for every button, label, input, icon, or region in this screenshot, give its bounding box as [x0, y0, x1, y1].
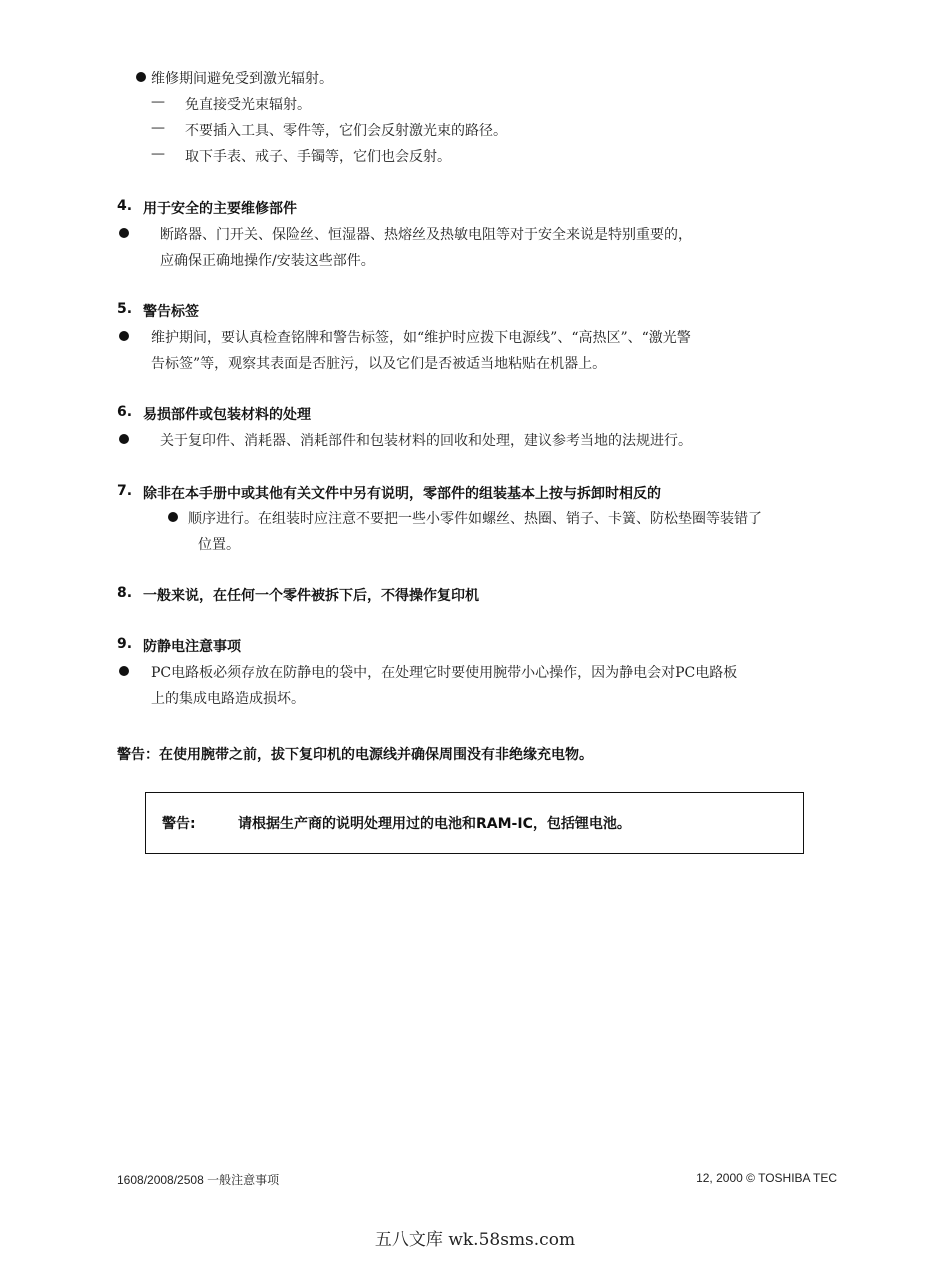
section-number: 8.	[117, 585, 133, 601]
section-text: 上的集成电路造成损坏。	[151, 691, 305, 707]
section-number: 4.	[117, 198, 133, 214]
dash-icon: —	[151, 94, 165, 110]
section-text: 告标签”等，观察其表面是否脏污，以及它们是否被适当地粘贴在机器上。	[151, 356, 607, 372]
section-title: 防静电注意事项	[143, 639, 241, 655]
section-title: 易损部件或包装材料的处理	[143, 407, 311, 423]
warning-line: 警告：在使用腕带之前，拔下复印机的电源线并确保周围没有非绝缘充电物。	[117, 747, 593, 763]
bullet-icon	[119, 331, 129, 341]
section-number: 7.	[117, 483, 133, 499]
warning-box	[145, 792, 804, 854]
warning-label: 警告:	[162, 816, 196, 832]
footer-left: 1608/2008/2508 一般注意事项	[117, 1173, 280, 1187]
laser-heading: 维修期间避免受到激光辐射。	[151, 71, 333, 87]
section-text: 关于复印件、消耗器、消耗部件和包装材料的回收和处理，建议参考当地的法规进行。	[160, 433, 692, 449]
section-number: 6.	[117, 404, 133, 420]
section-title: 一般来说，在任何一个零件被拆下后，不得操作复印机	[143, 588, 479, 604]
laser-item: 不要插入工具、零件等，它们会反射激光束的路径。	[185, 123, 507, 139]
section-title: 用于安全的主要维修部件	[143, 201, 297, 217]
laser-item: 取下手表、戒子、手镯等，它们也会反射。	[185, 149, 451, 165]
bullet-icon	[119, 434, 129, 444]
section-text: 应确保正确地操作/安装这些部件。	[160, 253, 375, 269]
section-text: PC电路板必须存放在防静电的袋中，在处理它时要使用腕带小心操作，因为静电会对PC电路板	[151, 665, 738, 681]
section-title: 警告标签	[143, 304, 199, 320]
bullet-icon	[136, 72, 146, 82]
warning-text: 请根据生产商的说明处理用过的电池和RAM-IC，包括锂电池。	[238, 816, 631, 832]
section-number: 9.	[117, 636, 133, 652]
bullet-icon	[119, 666, 129, 676]
section-text: 位置。	[198, 537, 240, 553]
laser-item: 免直接受光束辐射。	[185, 97, 311, 113]
section-title: 除非在本手册中或其他有关文件中另有说明，零部件的组装基本上按与拆卸时相反的	[143, 486, 661, 502]
bullet-icon	[168, 512, 178, 522]
section-text: 顺序进行。在组装时应注意不要把一些小零件如螺丝、热圈、销子、卡簧、防松垫圈等装错了	[188, 511, 762, 527]
dash-icon: —	[151, 146, 165, 162]
bullet-icon	[119, 228, 129, 238]
dash-icon: —	[151, 120, 165, 136]
watermark: 五八文库 wk.58sms.com	[374, 1230, 576, 1250]
section-number: 5.	[117, 301, 133, 317]
section-text: 断路器、门开关、保险丝、恒湿器、热熔丝及热敏电阻等对于安全来说是特别重要的，	[160, 227, 692, 243]
section-text: 维护期间，要认真检查铭牌和警告标签，如“维护时应拨下电源线”、“高热区”、“激光警	[151, 330, 691, 346]
footer-right: 12, 2000 © TOSHIBA TEC	[696, 1171, 837, 1185]
